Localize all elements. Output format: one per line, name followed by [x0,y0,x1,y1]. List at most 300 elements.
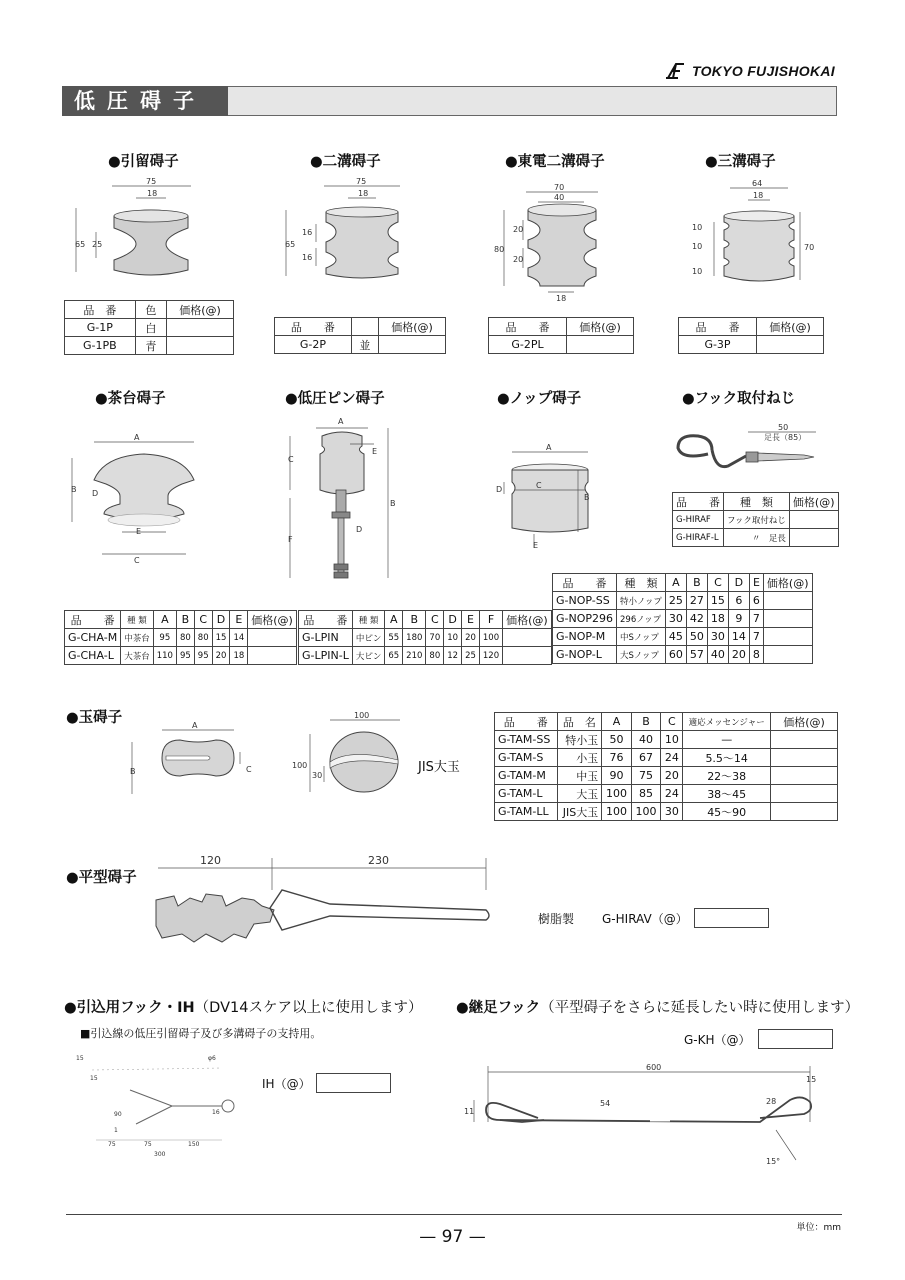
price-cell [771,731,838,749]
g3-table [678,317,824,354]
table-cell: 中茶台 [121,629,154,647]
table-cell: フック取付ねじ [724,511,790,529]
table-header: B [176,611,194,629]
knob-insulator-figure [490,440,610,555]
table-header: E [230,611,248,629]
g2-dim-width: 75 [356,177,367,186]
table-header: 価格(@) [167,301,234,319]
table-cell: 80 [426,647,444,665]
table-cell: 10 [661,731,683,749]
table-row [299,647,552,665]
chadai-dim-d: D [92,489,99,498]
table-cell: 〃 足長 [724,529,790,547]
kh-dim-height: 11 [464,1107,475,1116]
kh-title: ●継足フック [456,1000,541,1016]
table-cell: 大玉 [557,785,602,803]
table-header: 種 類 [352,611,385,629]
chadai-dim-a: A [134,433,140,442]
table-header: 適応メッセンジャー [683,713,771,731]
tama-small-figure [122,720,262,800]
table-cell: 95 [153,629,176,647]
table-cell: 中Sノップ [617,628,666,646]
table-cell: G-NOP-L [553,646,617,664]
table-header: 品 番 [65,611,121,629]
table-header: C [661,713,683,731]
table-row [65,337,234,355]
table-cell: 85 [631,785,661,803]
price-cell [771,767,838,785]
table-cell: 30 [707,628,728,646]
table-cell: 中玉 [557,767,602,785]
chadai-dim-c: C [134,556,140,565]
ih-note: （DV14スケア以上に使用します） [194,1000,423,1016]
table-cell: 18 [230,647,248,665]
hook-dim-length: 足長（85） [764,433,807,442]
section-chadai: ●茶台碍子 [95,391,166,407]
chadai-table [64,610,297,665]
heigata-dim-a: 120 [200,854,221,867]
table-header: 価格(@) [248,611,297,629]
g3-dim-a: 10 [692,223,703,232]
table-cell: 45〜90 [683,803,771,821]
g3-insulator-figure [690,176,840,291]
table-cell: 40 [631,731,661,749]
table-cell: 210 [403,647,426,665]
table-header: 品 番 [495,713,558,731]
table-cell: 296ノップ [617,610,666,628]
table-row [299,629,552,647]
heigata-code: G-HIRAV（@） [602,912,688,926]
heigata-dim-b: 230 [368,854,389,867]
brand-logo [664,62,835,80]
table-cell: 6 [728,592,749,610]
price-cell [771,785,838,803]
table-cell: 80 [194,629,212,647]
g1-table [64,300,234,355]
tama-dim-a: A [192,721,198,730]
g2-table [274,317,446,354]
table-header: C [194,611,212,629]
section-ih [64,996,422,1017]
tama-dim-c: C [246,765,252,774]
price-cell [763,592,812,610]
table-header: D [212,611,230,629]
table-cell: 20 [661,767,683,785]
table-row [65,647,297,665]
pin-dim-e: E [372,447,378,456]
table-header: B [631,713,661,731]
table-cell: G-3P [679,336,757,354]
table-cell: 14 [230,629,248,647]
table-cell: 80 [176,629,194,647]
table-cell: 14 [728,628,749,646]
table-header: 価格(@) [757,318,824,336]
fujishokai-logo-icon [664,62,686,80]
price-cell [789,529,838,547]
g2pl-dim-b: 20 [513,255,524,264]
table-cell: 120 [479,647,502,665]
table-cell: 55 [385,629,403,647]
table-row [495,785,838,803]
table-cell: — [683,731,771,749]
chadai-dim-b: B [71,485,77,494]
table-cell: G-NOP-SS [553,592,617,610]
table-row [495,803,838,821]
table-cell: G-NOP-M [553,628,617,646]
g1-dim-groove: 25 [92,240,103,249]
section-nikou: ●二溝碍子 [310,154,381,170]
table-cell: G-HIRAF [673,511,724,529]
hook-screw-figure [668,420,828,480]
table-cell: 100 [631,803,661,821]
table-cell: G-1PB [65,337,136,355]
g2pl-dim-a: 20 [513,225,524,234]
price-cell [771,749,838,767]
table-cell: 小玉 [557,749,602,767]
table-header: 品 名 [557,713,602,731]
price-cell [503,647,552,665]
table-cell: 24 [661,749,683,767]
kh-hook-figure [460,1060,840,1175]
table-header: F [479,611,502,629]
table-cell: 100 [602,785,632,803]
table-cell: 6 [749,592,763,610]
table-cell: G-TAM-M [495,767,558,785]
table-header: 品 番 [65,301,136,319]
price-cell [763,646,812,664]
table-cell: 18 [707,610,728,628]
price-cell [757,336,824,354]
g2pl-insulator-figure [488,180,638,310]
table-cell: 7 [749,610,763,628]
table-cell: G-TAM-L [495,785,558,803]
table-row [553,610,813,628]
table-cell: 100 [602,803,632,821]
table-header: 種 類 [121,611,154,629]
table-cell: G-NOP296 [553,610,617,628]
table-header: B [403,611,426,629]
table-cell: 38〜45 [683,785,771,803]
price-cell [248,647,297,665]
ih-dim-1: 15 [76,1055,84,1062]
pin-table [298,610,552,665]
table-cell: 8 [749,646,763,664]
price-cell [763,610,812,628]
pin-dim-a: A [338,417,344,426]
ih-code: IH（@） [262,1077,311,1091]
tama-jis-dim-height: 100 [292,761,308,770]
kh-dim-angle: 15° [766,1157,781,1166]
price-cell [167,319,234,337]
ih-dim-10: 300 [154,1151,166,1158]
table-cell: 大ピン [352,647,385,665]
table-row [553,628,813,646]
unit-label: 単位：mm [796,1223,841,1233]
table-header: E [462,611,480,629]
hook-dim-width: 50 [778,423,789,432]
g2pl-table [488,317,634,354]
table-cell: G-1P [65,319,136,337]
kh-note: （平型碍子をさらに延長したい時に使用します） [540,1000,860,1016]
pin-dim-c: C [288,455,294,464]
price-cell [763,628,812,646]
table-cell: G-2PL [489,336,567,354]
table-header: A [385,611,403,629]
pin-dim-d: D [356,525,363,534]
table-header: 品 番 [275,318,352,336]
table-header: 価格(@) [503,611,552,629]
ih-dim-2: φ6 [208,1055,216,1062]
table-cell: 25 [462,647,480,665]
ih-dim-7: 75 [108,1141,116,1148]
brand-name: TOKYO FUJISHOKAI [691,63,835,79]
g3-dim-width: 64 [752,179,763,188]
tama-table [494,712,838,821]
table-cell: 180 [403,629,426,647]
table-header: 品 番 [553,574,617,592]
table-row [673,529,839,547]
table-row [65,629,297,647]
table-cell: 中ピン [352,629,385,647]
kh-dim-length: 600 [646,1063,662,1072]
footer-divider [66,1214,842,1215]
table-header: 種 類 [724,493,790,511]
table-row [495,767,838,785]
ih-subtitle: ■引込線の低圧引留碍子及び多溝碍子の支持用。 [80,1027,322,1040]
table-cell: 67 [631,749,661,767]
ih-price-field[interactable] [316,1073,391,1093]
knob-dim-d: D [496,485,503,494]
table-header: 価格(@) [763,574,812,592]
table-cell: 95 [176,647,194,665]
table-row [495,731,838,749]
table-cell: 30 [665,610,686,628]
table-cell: 特小玉 [557,731,602,749]
table-header: D [444,611,462,629]
table-cell: 90 [602,767,632,785]
chadai-dim-e: E [136,527,142,536]
section-hook-screw: ●フック取付ねじ [682,391,796,407]
g1-dim-width: 75 [146,177,157,186]
table-header: A [602,713,632,731]
ih-dim-6: 1 [114,1127,118,1134]
g2-insulator-figure [276,176,426,286]
table-cell: 95 [194,647,212,665]
table-cell: G-CHA-L [65,647,121,665]
chadai-insulator-figure [64,430,214,570]
table-header: 色 [135,301,166,319]
section-tama: ●玉碍子 [66,710,123,726]
table-cell: G-TAM-SS [495,731,558,749]
table-row [495,749,838,767]
table-cell: 白 [135,319,166,337]
table-cell: 7 [749,628,763,646]
section-heigata: ●平型碍子 [66,870,137,886]
table-cell: G-LPIN-L [299,647,353,665]
table-cell: 27 [686,592,707,610]
table-cell: 20 [462,629,480,647]
section-knob: ●ノップ碍子 [497,391,582,407]
g1-dimensions [66,176,216,286]
table-cell: 大茶台 [121,647,154,665]
g3-dim-inner: 18 [753,191,764,200]
section-kh [456,996,859,1017]
price-cell [503,629,552,647]
kh-dim-radius: 28 [766,1097,777,1106]
page-number: — 97 — [419,1227,486,1247]
table-header: C [707,574,728,592]
table-cell: 25 [665,592,686,610]
table-header: C [426,611,444,629]
g2-dim-a: 16 [302,228,313,237]
ih-dim-9: 150 [188,1141,200,1148]
table-cell: 42 [686,610,707,628]
ih-dim-5: 16 [212,1109,220,1116]
tama-jis-label: JIS大玉 [418,760,460,775]
price-cell [567,336,634,354]
table-cell: 57 [686,646,707,664]
g2pl-dim-inner: 40 [554,193,565,202]
table-cell: JIS大玉 [557,803,602,821]
price-cell [789,511,838,529]
price-cell [167,337,234,355]
knob-dim-a: A [546,443,552,452]
pin-dim-b: B [390,499,396,508]
g2pl-dim-height: 80 [494,245,505,254]
g3-dim-c: 10 [692,267,703,276]
table-cell: 12 [444,647,462,665]
table-cell: G-CHA-M [65,629,121,647]
g3-dim-height: 70 [804,243,815,252]
table-cell: 15 [212,629,230,647]
ih-dim-4: 90 [114,1111,122,1118]
g1-dim-height: 65 [75,240,86,249]
table-cell: 青 [135,337,166,355]
kh-dim-mid: 54 [600,1099,611,1108]
ih-dim-3: 15 [90,1075,98,1082]
kh-code: G-KH（@） [684,1033,751,1047]
section-sankou: ●三溝碍子 [705,154,776,170]
knob-dim-c: C [536,481,542,490]
table-header: B [686,574,707,592]
table-header: A [153,611,176,629]
knob-dim-e: E [533,541,539,550]
table-cell: 100 [479,629,502,647]
table-cell: 76 [602,749,632,767]
ih-dim-8: 75 [144,1141,152,1148]
g3-dim-b: 10 [692,242,703,251]
table-cell: G-TAM-LL [495,803,558,821]
table-cell: 15 [707,592,728,610]
ih-hook-figure [72,1048,242,1158]
price-cell [379,336,446,354]
table-header: 価格(@) [771,713,838,731]
heigata-material: 樹脂製 [538,912,575,926]
pin-dim-f: F [288,535,293,544]
table-cell: 45 [665,628,686,646]
tama-jis-figure [290,712,410,802]
tama-jis-dim-width: 100 [354,711,370,720]
table-cell: 特小ノップ [617,592,666,610]
table-header: 価格(@) [789,493,838,511]
g2-dim-height: 65 [285,240,296,249]
kh-dim-end: 15 [806,1075,817,1084]
table-cell: 大Sノップ [617,646,666,664]
section-pin: ●低圧ピン碍子 [285,391,385,407]
table-row [489,336,634,354]
table-cell: G-HIRAF-L [673,529,724,547]
table-cell: 75 [631,767,661,785]
table-cell: G-TAM-S [495,749,558,767]
table-cell: G-LPIN [299,629,353,647]
table-cell: 10 [444,629,462,647]
table-cell: 22〜38 [683,767,771,785]
table-header: 品 番 [673,493,724,511]
heigata-price-field[interactable] [694,908,769,928]
table-cell: 50 [602,731,632,749]
knob-table [552,573,813,664]
table-row [553,592,813,610]
table-cell: 50 [686,628,707,646]
table-cell: 9 [728,610,749,628]
table-header: 価格(@) [567,318,634,336]
table-header: 品 番 [679,318,757,336]
table-cell: 65 [385,647,403,665]
table-cell: 20 [212,647,230,665]
knob-dim-b: B [584,493,590,502]
table-row [553,646,813,664]
g1-dim-inner: 18 [147,189,158,198]
section-toden: ●東電二溝碍子 [505,154,605,170]
tama-jis-dim-slot: 30 [312,771,323,780]
pin-insulator-figure [284,414,404,589]
table-cell: 40 [707,646,728,664]
g2pl-dim-base: 18 [556,294,567,303]
g2-dim-inner: 18 [358,189,369,198]
kh-price-field[interactable] [758,1029,833,1049]
table-header: 価格(@) [379,318,446,336]
heigata-figure [150,850,495,950]
table-cell: G-2P [275,336,352,354]
table-cell: 70 [426,629,444,647]
table-row [673,511,839,529]
table-header: D [728,574,749,592]
section-hikitome: ●引留碍子 [108,154,179,170]
table-header: 品 番 [489,318,567,336]
table-header: E [749,574,763,592]
price-cell [248,629,297,647]
table-cell: 30 [661,803,683,821]
hook-table [672,492,839,547]
price-cell [771,803,838,821]
g2pl-dim-width: 70 [554,183,565,192]
table-row [65,319,234,337]
page-title: 低圧碍子 [62,86,228,116]
table-header: 品 番 [299,611,353,629]
table-row [275,336,446,354]
table-row [679,336,824,354]
table-cell: 5.5〜14 [683,749,771,767]
table-cell: 20 [728,646,749,664]
ih-title: ●引込用フック・IH [64,1000,195,1016]
table-cell: 24 [661,785,683,803]
table-header: A [665,574,686,592]
table-header [351,318,378,336]
table-cell: 60 [665,646,686,664]
table-cell: 並 [351,336,378,354]
g2-dim-b: 16 [302,253,313,262]
table-header: 種 類 [617,574,666,592]
